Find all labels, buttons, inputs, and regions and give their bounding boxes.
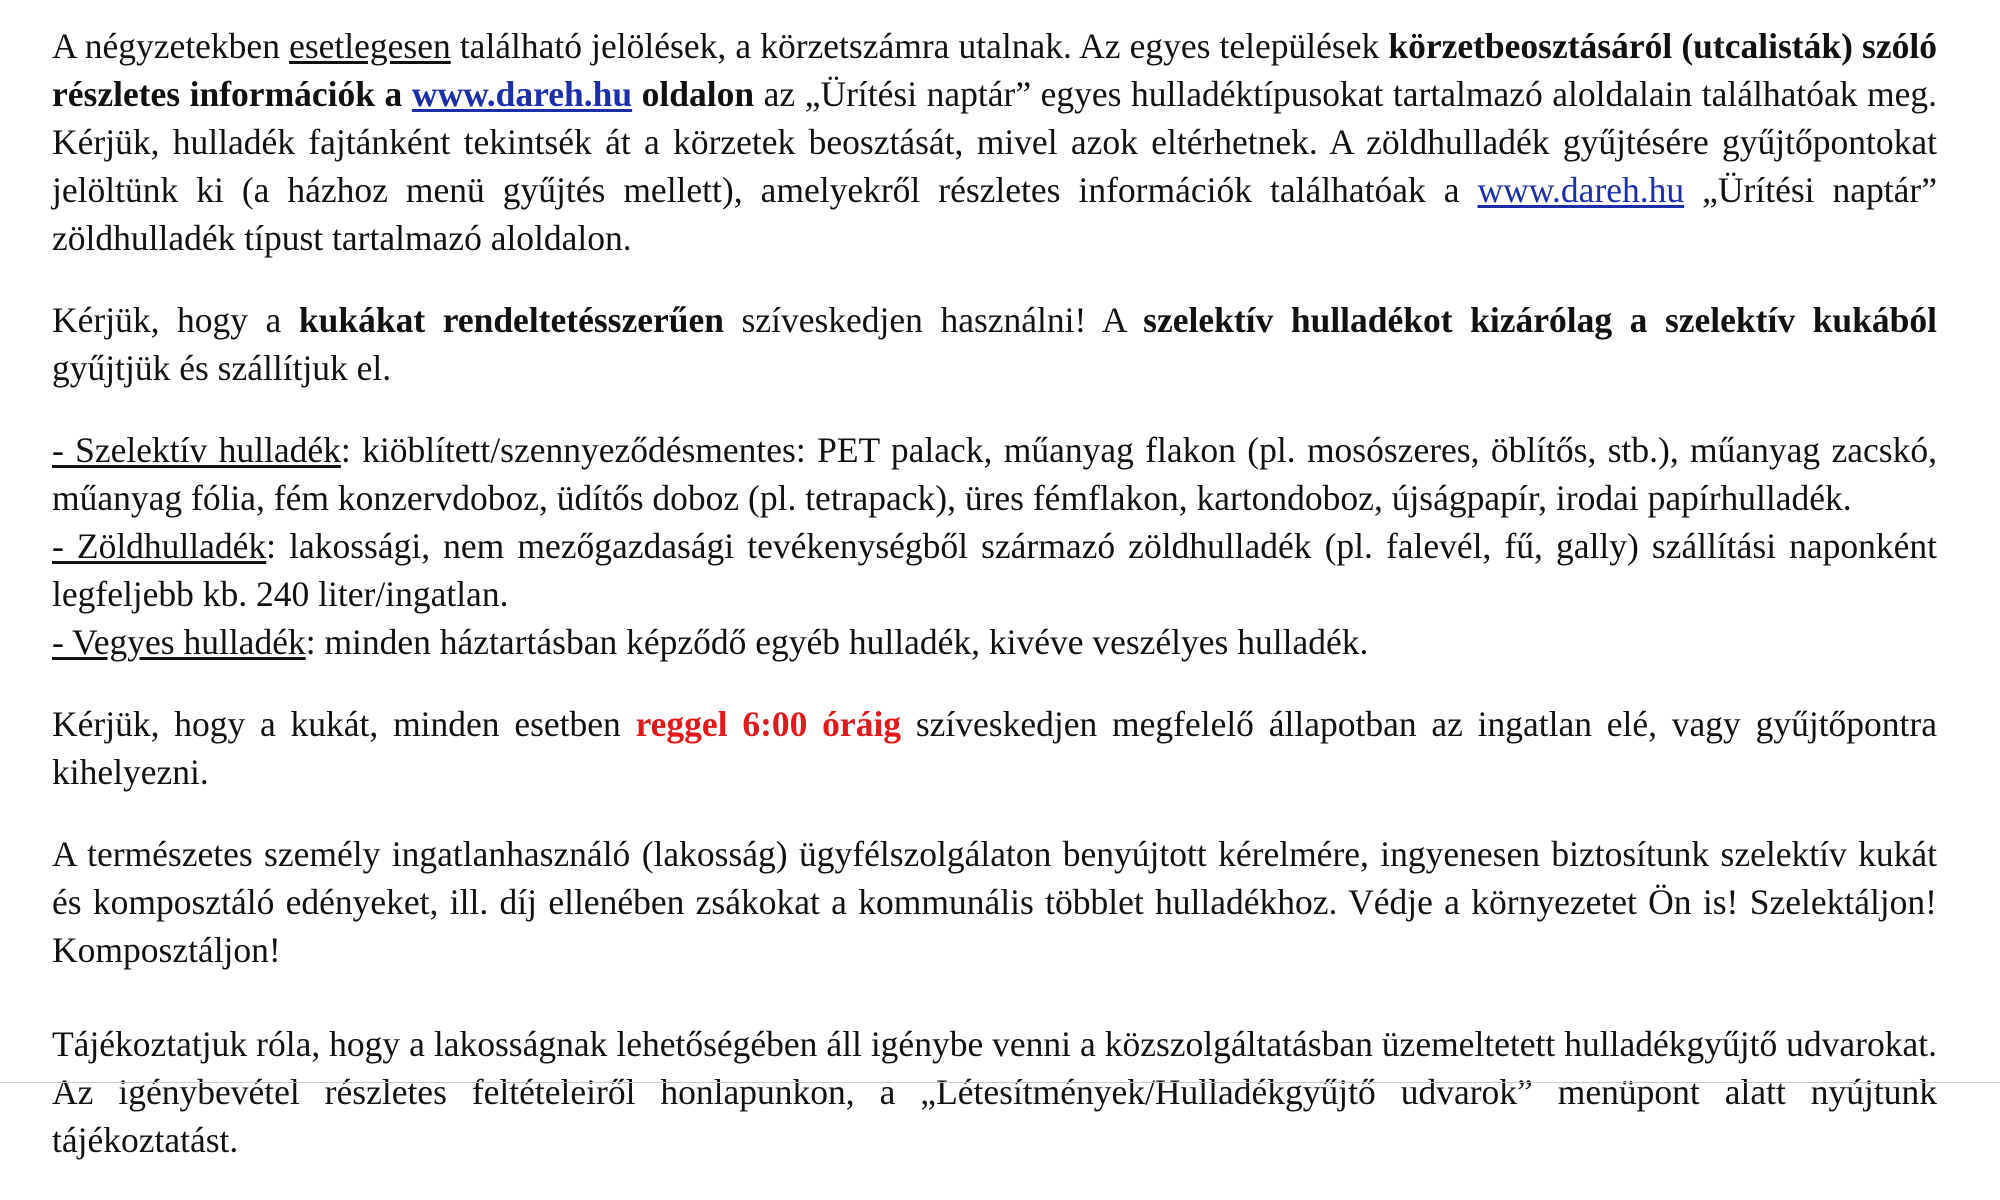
underlined-text: esetlegesen <box>289 26 451 66</box>
list-item-label: - Szelektív hulladék <box>52 430 341 470</box>
highlight-time: reggel 6:00 óráig <box>635 704 902 744</box>
text: Kérjük, hogy a kukát, minden esetben <box>52 704 636 744</box>
list-item-selective-waste <box>52 426 1937 522</box>
text: gyűjtjük és szállítjuk el. <box>52 348 392 388</box>
bold-text: oldalon <box>632 74 755 114</box>
paragraph-district-info <box>52 22 1937 262</box>
text: „Ürítési naptár” zöldhulladék típust tartalmazó aloldalon. <box>52 170 1937 258</box>
bold-text: körzetbeosztásáról (utcalisták) szóló részletes információk a <box>52 26 1937 114</box>
text: szíveskedjen megfelelő állapotban az ingatlan elé, vagy gyűjtőpontra kihelyezni. <box>52 704 1938 792</box>
paragraph-collection-yards <box>52 1020 1937 1164</box>
list-item-green-waste <box>52 522 1937 618</box>
list-item-label: - Vegyes hulladék <box>52 622 306 662</box>
list-item-text: : kiöblített/szennyeződésmentes: PET palack, műanyag flakon (pl. mosószeres, öblítős, stb.), műanyag zacskó, műanyag fólia, fém konzervdoboz, üdítős doboz (pl. tetrapack), üres fémflakon, kartondoboz, újságpapír, irodai papírhulladék. <box>52 430 1937 518</box>
text: található jelölések, a körzetszámra utalnak. Az egyes települések <box>450 26 1389 66</box>
document-page <box>52 22 1937 1164</box>
text: Kérjük, hogy a <box>52 300 299 340</box>
scan-fold-line <box>0 1082 2000 1083</box>
text: A négyzetekben <box>52 26 290 66</box>
text: szíveskedjen használni! A <box>723 300 1144 340</box>
list-item-text: : minden háztartásban képződő egyéb hulladék, kivéve veszélyes hulladék. <box>305 622 1369 662</box>
list-item-label: - Zöldhulladék <box>52 526 267 566</box>
bold-text: szelektív hulladékot kizárólag a szelektív kukából <box>1143 300 1937 340</box>
dareh-link[interactable]: www.dareh.hu <box>411 74 633 114</box>
paragraph-bin-usage <box>52 296 1937 392</box>
text: az „Ürítési naptár” egyes hulladéktípusokat tartalmazó aloldalain találhatóak meg. Kérjük, hulladék fajtánként tekintsék át a körzetek beosztását, mivel azok eltérhetnek. A zöldhulladék gyűjtésére gyűjtőpontokat jelöltünk ki (a házhoz menü gyűjtés mellett), amelyekről részletes információk találhatóak a <box>52 74 1938 210</box>
dareh-link[interactable]: www.dareh.hu <box>1477 170 1685 210</box>
bold-text: kukákat rendeltetésszerűen <box>298 300 724 340</box>
list-item-text: : lakossági, nem mezőgazdasági tevékenységből származó zöldhulladék (pl. falevél, fű, gally) szállítási naponként legfeljebb kb. 240 liter/ingatlan. <box>52 526 1937 614</box>
text: A természetes személy ingatlanhasználó (lakosság) ügyfélszolgálaton benyújtott kérelmére, ingyenesen biztosítunk szelektív kukát és komposztáló edényeket, ill. díj ellenében zsákokat a kommunális többlet hulladékhoz. Védje a környezetet Ön is! Szelektáljon! Komposztáljon! <box>52 834 1937 970</box>
list-item-mixed-waste <box>52 618 1937 666</box>
paragraph-collection-time <box>52 700 1937 796</box>
text: Tájékoztatjuk róla, hogy a lakosságnak lehetőségében áll igénybe venni a közszolgáltatásban üzemeltetett hulladékgyűjtő udvarokat. Az igénybevétel részletes feltételeiről honlapunkon, a „Létesítmények/Hulladékgyűjtő udvarok” menüpont alatt nyújtunk tájékoztatást. <box>52 1024 1937 1160</box>
paragraph-free-bins <box>52 830 1937 974</box>
